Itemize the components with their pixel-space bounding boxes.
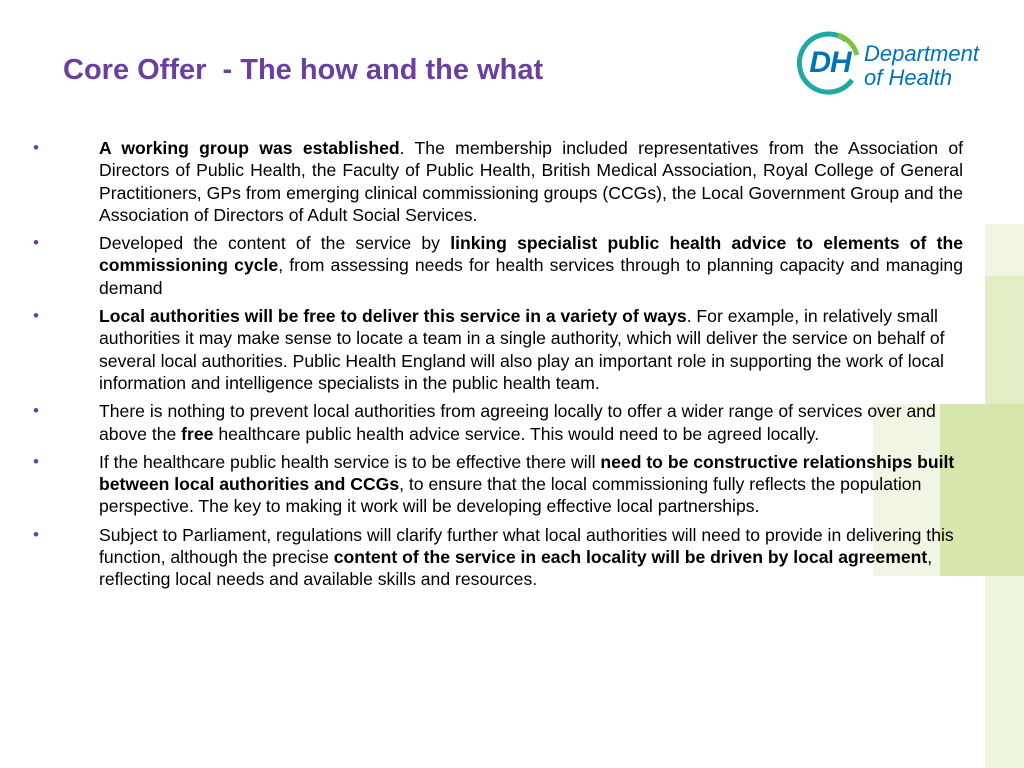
bullet-text xyxy=(99,451,963,518)
bold-phrase: linking specialist public health advice to elements of the commissioning cycle xyxy=(99,233,963,276)
bold-phrase: need to be constructive relationships built between local authorities and CCGs xyxy=(99,451,955,495)
bold-phrase: content of the service in each locality will be driven by local agreement xyxy=(333,547,928,568)
bullet-text xyxy=(99,524,963,591)
bullet-text xyxy=(99,305,963,394)
logo-monogram: DH xyxy=(809,46,851,79)
text-run: , reflecting local needs and available skills and resources. xyxy=(99,547,933,590)
text-run: , from assessing needs for health services through to planning capacity and managing demand xyxy=(99,255,963,298)
text-run: , to ensure that the local commissioning fully reflects the population perspective. The key to making it work will be developing effective local partnerships. xyxy=(99,474,922,517)
bullet-marker: • xyxy=(33,233,39,253)
logo-name xyxy=(864,42,994,90)
bold-phrase: free xyxy=(181,423,214,444)
decor-tile xyxy=(985,224,1024,276)
bullet-item xyxy=(33,400,963,445)
bullet-text xyxy=(99,137,963,226)
bullet-text xyxy=(99,400,963,445)
bullet-marker: • xyxy=(33,524,39,544)
bullet-item xyxy=(33,305,963,394)
bold-phrase: A working group was established xyxy=(99,138,400,158)
bullet-marker: • xyxy=(33,451,39,471)
bullet-item xyxy=(33,137,963,226)
bullet-item xyxy=(33,232,963,299)
bullet-marker: • xyxy=(33,306,39,326)
department-of-health-logo xyxy=(794,28,994,98)
bullet-item xyxy=(33,524,963,591)
text-run: Developed the content of the service by xyxy=(99,233,451,254)
text-run: . The membership included representatives from the Association of Directors of Public Health, the Faculty of Public Health, British Medical Association, Royal College of General Practitioners, GPs from emerging clinical commissioning groups (CCGs), the Local Government Group and the Association of Directors of Adult Social Services. xyxy=(99,138,963,225)
text-run: If the healthcare public health service is to be effective there will xyxy=(99,451,601,472)
bullet-text xyxy=(99,232,963,299)
bullet-marker: • xyxy=(33,138,39,157)
decor-tile xyxy=(985,276,1024,404)
logo-name-line1: Department xyxy=(864,41,979,66)
text-run: . For example, in relatively small authorities it may make sense to locate a team in a single authority, which will deliver the service on behalf of several local authorities. Public Health England will also play an important role in supporting the work of local information and intelligence specialists in the public health team. xyxy=(99,306,945,393)
text-run: There is nothing to prevent local authorities from agreeing locally to offer a wider range of services over and above the xyxy=(99,401,936,444)
logo-name-line2: of Health xyxy=(864,65,953,90)
decor-tile xyxy=(985,576,1024,768)
bold-phrase: Local authorities will be free to deliver this service in a variety of ways xyxy=(99,306,687,327)
bullet-marker: • xyxy=(33,401,39,421)
bullet-item xyxy=(33,451,963,518)
text-run: Subject to Parliament, regulations will clarify further what local authorities will need to provide in delivering this function, although the precise xyxy=(99,524,954,568)
text-run: healthcare public health advice service. This would need to be agreed locally. xyxy=(213,423,820,444)
bullet-list xyxy=(33,137,963,597)
slide-title: Core Offer - The how and the what xyxy=(63,54,544,86)
